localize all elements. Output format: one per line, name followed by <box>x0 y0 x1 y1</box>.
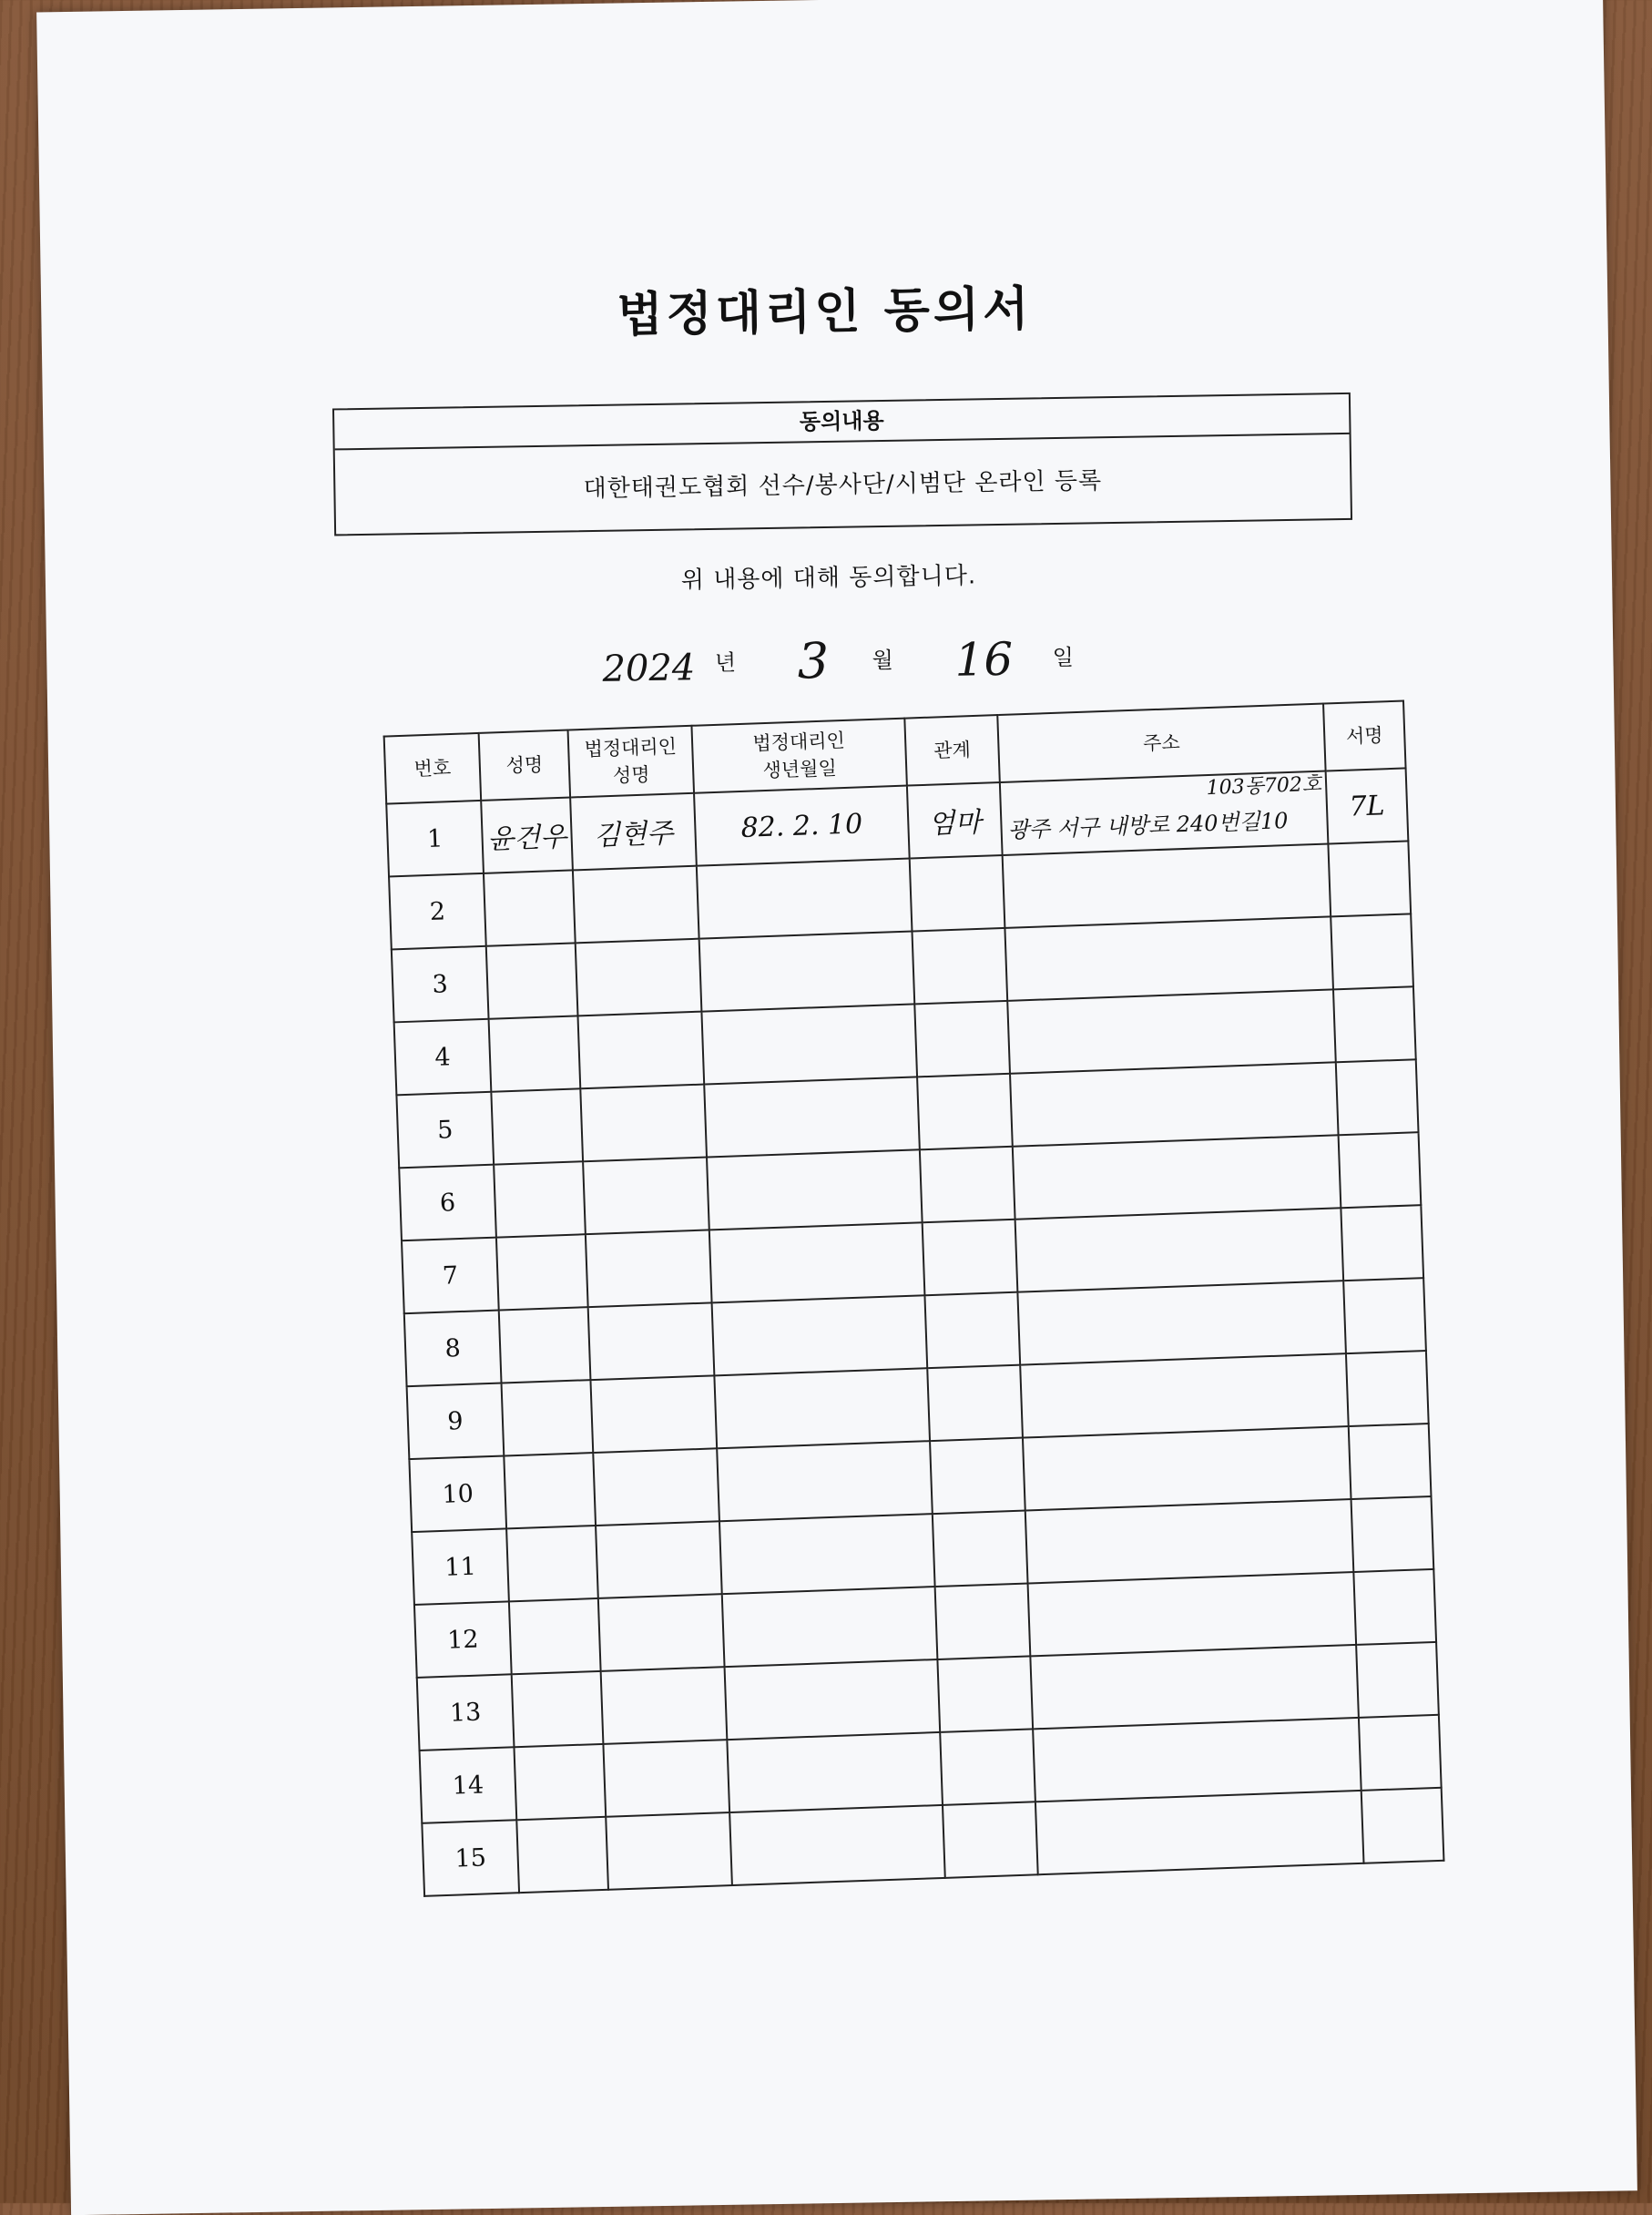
row-address-cell <box>1023 1426 1351 1510</box>
row-relation-cell <box>914 1001 1010 1077</box>
row-name-cell <box>491 1088 583 1164</box>
header-relation: 관계 <box>904 715 1000 786</box>
row-address-cell <box>1030 1645 1359 1729</box>
row-relation-cell <box>927 1365 1023 1442</box>
row-address-cell <box>1015 1208 1344 1291</box>
row-address-cell <box>1007 989 1336 1073</box>
row-signature-cell <box>1331 914 1413 989</box>
row-guardian-birth-cell <box>725 1659 941 1740</box>
row-guardian-birth-cell <box>722 1587 938 1667</box>
row-guardian-name-cell <box>596 1521 722 1598</box>
row-signature-cell <box>1343 1278 1426 1353</box>
row-guardian-name-cell <box>588 1302 715 1380</box>
consent-content-header: 동의내용 <box>334 394 1350 450</box>
row-number-cell: 3 <box>392 946 489 1023</box>
row-guardian-birth-cell <box>712 1295 928 1375</box>
row-guardian-birth-cell <box>717 1441 933 1521</box>
row-name-cell <box>484 870 576 945</box>
row-name-cell <box>494 1161 586 1237</box>
date-month: 3 <box>797 631 830 690</box>
row-guardian-birth-cell <box>699 931 915 1011</box>
header-guardian-name: 법정대리인 성명 <box>568 726 694 798</box>
row-signature-cell <box>1333 986 1416 1062</box>
document-title: 법정대리인 동의서 <box>616 281 1033 343</box>
date-year: 2024 <box>602 647 696 690</box>
row-guardian-birth-cell <box>697 859 913 939</box>
row-guardian-birth-cell <box>719 1514 935 1594</box>
row-name-cell <box>499 1307 591 1383</box>
date-day: 16 <box>954 632 1014 687</box>
row-name-cell: 윤건우 <box>481 797 573 873</box>
row-signature-cell <box>1359 1715 1442 1791</box>
row-address-cell <box>1017 1281 1346 1364</box>
header-number: 번호 <box>384 733 482 804</box>
row-signature-cell <box>1351 1496 1434 1572</box>
row-relation-cell <box>935 1583 1031 1659</box>
row-guardian-birth-cell <box>704 1077 920 1157</box>
consent-content-box <box>332 393 1352 536</box>
row-guardian-birth-cell <box>707 1149 923 1230</box>
header-address: 주소 <box>997 704 1325 782</box>
row-guardian-name-cell <box>577 1012 704 1089</box>
row-signature-cell <box>1349 1424 1432 1499</box>
row-guardian-name-cell <box>598 1594 725 1671</box>
row-guardian-birth-cell <box>709 1222 925 1302</box>
row-relation-cell <box>943 1802 1038 1878</box>
row-signature-cell <box>1341 1205 1423 1281</box>
date-line <box>602 628 1128 693</box>
row-relation-cell <box>933 1511 1028 1587</box>
row-signature-cell <box>1336 1059 1419 1135</box>
row-guardian-name-cell: 김현주 <box>570 793 697 871</box>
row-number-cell: 9 <box>407 1383 505 1460</box>
row-name-cell <box>486 943 578 1018</box>
row-address-cell <box>1020 1353 1349 1437</box>
header-guardian-birth: 법정대리인 생년월일 <box>691 719 906 793</box>
agreement-statement: 위 내용에 대해 동의합니다. <box>680 562 977 595</box>
row-number-cell: 13 <box>417 1674 515 1751</box>
row-guardian-name-cell <box>580 1085 707 1162</box>
row-address-cell <box>1035 1791 1364 1874</box>
row-number-cell: 8 <box>404 1311 502 1387</box>
date-day-label: 일 <box>1052 644 1075 671</box>
row-address-cell <box>1013 1135 1341 1219</box>
row-relation-cell <box>930 1438 1025 1515</box>
row-number-cell: 12 <box>414 1601 512 1678</box>
row-guardian-birth-cell <box>714 1368 930 1448</box>
row-address-cell <box>1004 916 1333 1000</box>
row-signature-cell: 7L <box>1326 768 1409 843</box>
row-name-cell <box>512 1671 604 1747</box>
row-name-cell <box>502 1380 594 1455</box>
row-number-cell: 4 <box>394 1019 492 1096</box>
row-name-cell <box>504 1453 596 1528</box>
row-address-cell <box>1010 1062 1339 1146</box>
row-guardian-name-cell <box>593 1448 719 1526</box>
row-guardian-name-cell <box>606 1812 732 1890</box>
row-relation-cell: 엄마 <box>907 782 1003 859</box>
header-signature: 서명 <box>1323 701 1406 771</box>
row-number-cell: 1 <box>386 801 484 877</box>
row-address-cell <box>1003 843 1331 927</box>
row-number-cell: 5 <box>396 1092 494 1169</box>
row-guardian-name-cell <box>583 1158 709 1235</box>
row-relation-cell <box>937 1656 1033 1732</box>
row-name-cell <box>496 1234 588 1310</box>
row-signature-cell <box>1339 1132 1422 1208</box>
row-relation-cell <box>910 855 1005 932</box>
consent-form-paper <box>36 0 1637 2215</box>
row-address-cell <box>1025 1499 1354 1583</box>
row-relation-cell <box>940 1729 1035 1805</box>
row-number-cell: 10 <box>409 1455 506 1532</box>
row-number-cell: 15 <box>422 1820 519 1896</box>
row-address-cell <box>1033 1718 1361 1802</box>
row-guardian-name-cell <box>603 1740 729 1817</box>
row-signature-cell <box>1328 841 1411 916</box>
row-address-cell <box>1028 1572 1357 1656</box>
row-guardian-birth-cell <box>727 1732 943 1812</box>
row-signature-cell <box>1356 1642 1439 1718</box>
header-name: 성명 <box>479 730 571 801</box>
row-number-cell: 6 <box>399 1165 496 1241</box>
row-address-cell <box>1000 771 1329 855</box>
row-number-cell: 7 <box>402 1238 499 1314</box>
row-relation-cell <box>924 1292 1020 1369</box>
row-guardian-name-cell <box>586 1230 712 1307</box>
row-number-cell: 11 <box>412 1528 509 1605</box>
row-guardian-birth-cell <box>701 1004 917 1084</box>
row-number-cell: 2 <box>389 873 486 950</box>
consent-content-text: 대한태권도협회 선수/봉사단/시범단 온라인 등록 <box>583 467 1103 504</box>
row-guardian-name-cell <box>601 1667 728 1744</box>
row-guardian-name-cell <box>573 866 699 944</box>
date-year-label: 년 <box>714 649 737 676</box>
row-name-cell <box>516 1817 608 1893</box>
guardian-roster-table <box>383 699 1445 1896</box>
row-name-cell <box>506 1526 598 1601</box>
table-body <box>386 768 1443 1895</box>
row-relation-cell <box>923 1220 1018 1296</box>
row-relation-cell <box>920 1147 1015 1223</box>
row-address-text: 광주 서구 내방로 240번길10 <box>1007 807 1289 843</box>
row-name-cell <box>489 1016 581 1091</box>
row-guardian-birth-cell <box>729 1805 945 1885</box>
row-guardian-birth-cell: 82. 2. 10 <box>694 786 910 866</box>
row-signature-cell <box>1346 1351 1429 1426</box>
row-relation-cell <box>917 1074 1013 1150</box>
date-month-label: 월 <box>872 647 894 674</box>
row-signature-cell <box>1361 1788 1444 1863</box>
row-number-cell: 14 <box>420 1747 517 1823</box>
row-name-cell <box>509 1598 601 1674</box>
row-relation-cell <box>912 928 1007 1005</box>
row-name-cell <box>514 1744 606 1820</box>
row-guardian-name-cell <box>590 1375 717 1453</box>
row-signature-cell <box>1353 1569 1436 1645</box>
row-guardian-name-cell <box>576 939 702 1016</box>
row-address-detail: 103동702호 <box>1206 772 1322 801</box>
